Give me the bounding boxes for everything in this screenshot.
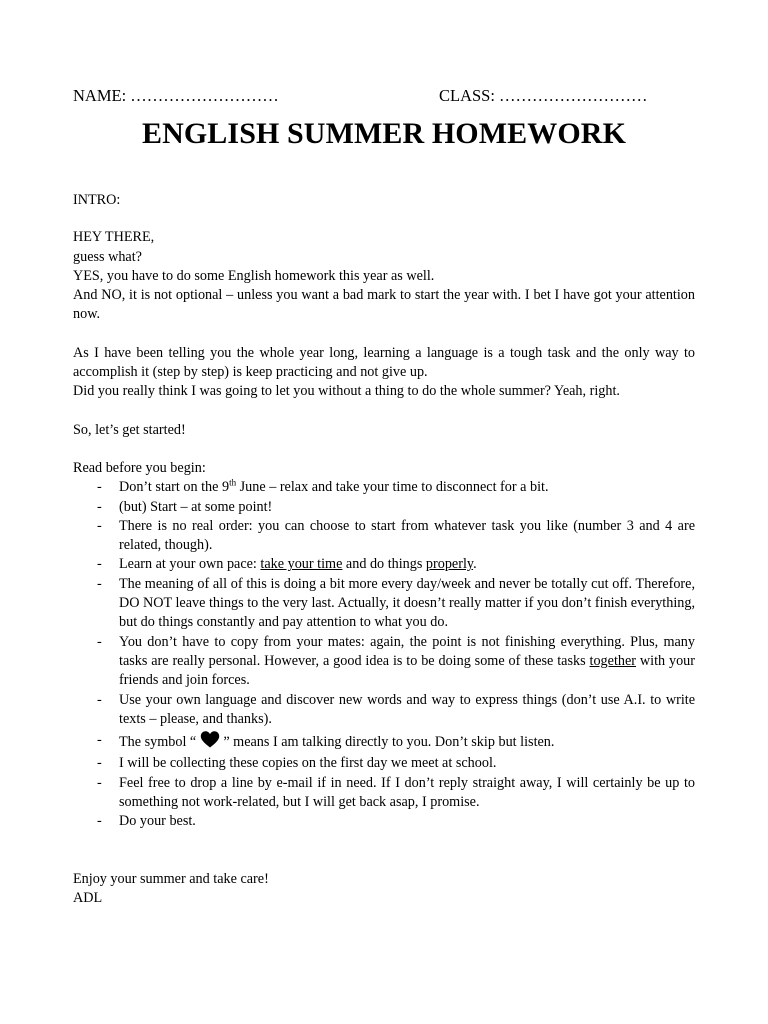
learning-paragraph [73, 344, 695, 402]
superscript-th: th [229, 477, 237, 488]
rule-text: Do your best. [119, 813, 196, 830]
document-page [73, 86, 695, 908]
rules-list [73, 478, 695, 831]
list-item [73, 812, 695, 831]
rule-text: Feel free to drop a line by e-mail if in need. If I don’t reply straight away, I will certainly be up to something not work-related, but I will get back asap, I promise. [119, 774, 695, 811]
page-title: ENGLISH SUMMER HOMEWORK [142, 117, 626, 150]
header-fields [73, 86, 695, 106]
rule-text: (but) Start – at some point! [119, 498, 273, 515]
rules-heading: Read before you begin: [73, 459, 206, 476]
greeting-paragraph [73, 228, 695, 324]
rule-text: I will be collecting these copies on the first day we meet at school. [119, 755, 497, 772]
rule-text: Learn at your own pace: [119, 556, 261, 573]
paragraph-line: Did you really think I was going to let you without a thing to do the whole summer? Yeah, right. [73, 383, 620, 400]
bullet-dash: - [97, 575, 102, 592]
bullet-dash: - [97, 774, 102, 791]
list-item [73, 478, 695, 497]
bullet-dash: - [97, 517, 102, 534]
paragraph-line: As I have been telling you the whole year long, learning a language is a tough task and the only way to accomplish it (step by step) is keep practicing and not give up. [73, 344, 695, 381]
underlined-text: together [589, 652, 636, 669]
bullet-dash: - [97, 556, 102, 573]
list-item [73, 555, 695, 574]
rule-text: Don’t start on the 9 [119, 479, 230, 496]
heart-icon [200, 731, 220, 754]
bullet-dash: - [97, 732, 102, 749]
bullet-dash: - [97, 691, 102, 708]
underlined-text: properly [425, 556, 474, 573]
list-item [73, 633, 695, 691]
bullet-dash: - [97, 479, 102, 496]
rule-text: with your friends and join forces. [119, 652, 695, 689]
rule-text: The meaning of all of this is doing a bit more every day/week and never be totally cut off. Therefore, DO NOT leave things to the very last. Actually, it doesn’t really matter if you don’t finish everything, but do things constantly and pay attention to what you do. [119, 575, 695, 631]
greeting-line: And NO, it is not optional – unless you want a bad mark to start the year with. I bet I have got your attention now. [73, 287, 695, 323]
intro-label: INTRO: [73, 192, 121, 208]
bullet-dash: - [97, 633, 102, 650]
closing-line: Enjoy your summer and take care! [73, 870, 269, 887]
rule-text: and do things [342, 556, 426, 573]
list-item [73, 517, 695, 556]
list-item [73, 498, 695, 517]
rule-text: Use your own language and discover new words and way to express things (don’t use A.I. to write texts – please, and thanks). [119, 691, 695, 727]
closing-block [73, 870, 695, 909]
list-item [73, 754, 695, 773]
list-item [73, 774, 695, 813]
list-item [73, 691, 695, 730]
greeting-line: YES, you have to do some English homework this year as well. [73, 267, 435, 284]
list-item [73, 731, 695, 754]
rule-text: The symbol “ [119, 734, 200, 751]
greeting-line: guess what? [73, 248, 142, 265]
name-field: NAME: ……………………… [73, 86, 279, 105]
underlined-text: take your time [260, 556, 343, 573]
class-field: CLASS: ……………………… [439, 86, 648, 105]
rule-text: You don’t have to copy from your mates: again, the point is not finishing everything. Plus, many tasks are really personal. However, a good idea is to be doing some of these tasks [119, 633, 695, 669]
start-line: So, let’s get started! [73, 421, 186, 438]
bullet-dash: - [97, 813, 102, 830]
rule-text: June – relax and take your time to disconnect for a bit. [236, 479, 549, 496]
signature: ADL [73, 889, 103, 906]
bullet-dash: - [97, 498, 102, 515]
rule-text: . [473, 556, 477, 573]
bullet-dash: - [97, 755, 102, 772]
list-item [73, 575, 695, 633]
greeting-line: HEY THERE, [73, 229, 155, 246]
rule-text: ” means I am talking directly to you. Don’t skip but listen. [219, 734, 555, 751]
rule-text: There is no real order: you can choose to start from whatever task you like (number 3 and 4 are related, though). [119, 517, 695, 554]
